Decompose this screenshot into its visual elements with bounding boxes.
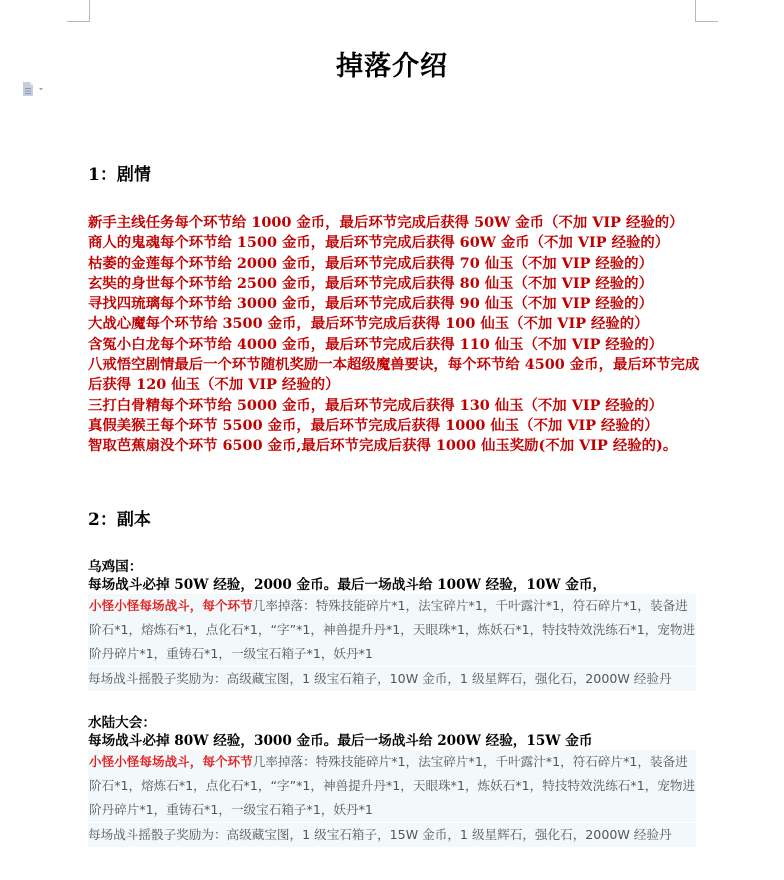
dungeon-name: 乌鸡国： [88,559,143,575]
page-title: 掉落介绍 [336,51,448,82]
drop-list [88,750,696,822]
story-line: 八戒悟空剧情最后一个环节随机奖励一本超级魔兽要诀，每个环节给 4500 金币，最后环节完成后获得 120 仙玉（不加 VIP 经验的） [88,356,700,394]
section-heading-story: 1：剧情 [88,165,151,185]
story-line: 三打白骨精每个环节给 5000 金币，最后环节完成后获得 130 仙玉（不加 VIP 经验的） [88,396,663,414]
dice-reward: 每场战斗摇骰子奖励为：高级藏宝图，1 级宝石箱子，15W 金币，1 级星辉石，强化石，2000W 经验丹 [88,823,696,847]
drop-items: 几率掉落：特殊技能碎片*1，法宝碎片*1，千叶露汁*1，符石碎片*1，装备进阶石*1，熔炼石*1，点化石*1，“字”*1，神兽提升丹*1，天眼珠*1，炼妖石*1，特技特效洗练石*1，宠物进阶丹碎片*1，重铸石*1，一级宝石箱子*1，妖丹*1 [89,598,696,661]
story-line: 智取芭蕉扇没个环节 6500 金币,最后环节完成后获得 1000 仙玉奖励(不加 VIP 经验的)。 [88,437,678,455]
story-line: 寻找四琉璃每个环节给 3000 金币，最后环节完成后获得 90 仙玉（不加 VIP 经验的） [88,295,653,313]
story-line: 大战心魔每个环节给 3500 金币，最后环节完成后获得 100 仙玉（不加 VIP 经验的） [88,315,649,333]
section-heading-dungeon: 2：副本 [88,510,151,530]
drop-highlight: 小怪小怪每场战斗，每个环节 [89,754,253,769]
dungeon-rule: 每场战斗必掉 50W 经验，2000 金币。最后一场战斗给 100W 经验，10W 金币， [88,577,607,593]
drop-highlight: 小怪小怪每场战斗，每个环节 [89,598,253,613]
story-line: 玄奘的身世每个环节给 2500 金币，最后环节完成后获得 80 仙玉（不加 VIP 经验的） [88,274,653,292]
dungeon-block-shuilu [88,714,696,847]
drop-list [88,594,696,666]
story-line: 枯萎的金莲每个环节给 2000 金币，最后环节完成后获得 70 仙玉（不加 VIP 经验的） [88,254,653,272]
dungeon-rule: 每场战斗必掉 80W 经验，3000 金币。最后一场战斗给 200W 经验，15W 金币 [88,733,593,749]
story-line: 含冤小白龙每个环节给 4000 金币，最后环节完成后获得 110 仙玉（不加 VIP 经验的） [88,335,663,353]
margin-corner-top-right [695,0,718,22]
dungeon-block-wujiguo [88,558,696,691]
document-icon[interactable] [22,82,44,96]
story-line: 商人的鬼魂每个环节给 1500 金币，最后环节完成后获得 60W 金币（不加 VIP 经验的） [88,234,670,252]
drop-items: 几率掉落：特殊技能碎片*1，法宝碎片*1，千叶露汁*1，符石碎片*1，装备进阶石*1，熔炼石*1，点化石*1，“字”*1，神兽提升丹*1，天眼珠*1，炼妖石*1，特技特效洗练石*1，宠物进阶丹碎片*1，重铸石*1，一级宝石箱子*1，妖丹*1 [89,754,696,817]
story-line: 真假美猴王每个环节 5500 金币，最后环节完成后获得 1000 仙玉（不加 VIP 经验的） [88,416,659,434]
margin-corner-top-left [67,0,90,22]
dungeon-name: 水陆大会： [88,715,156,731]
dice-reward: 每场战斗摇骰子奖励为：高级藏宝图，1 级宝石箱子，10W 金币，1 级星辉石，强化石，2000W 经验丹 [88,667,696,691]
story-rewards-list [88,213,700,457]
story-line: 新手主线任务每个环节给 1000 金币，最后环节完成后获得 50W 金币（不加 VIP 经验的） [88,214,684,231]
